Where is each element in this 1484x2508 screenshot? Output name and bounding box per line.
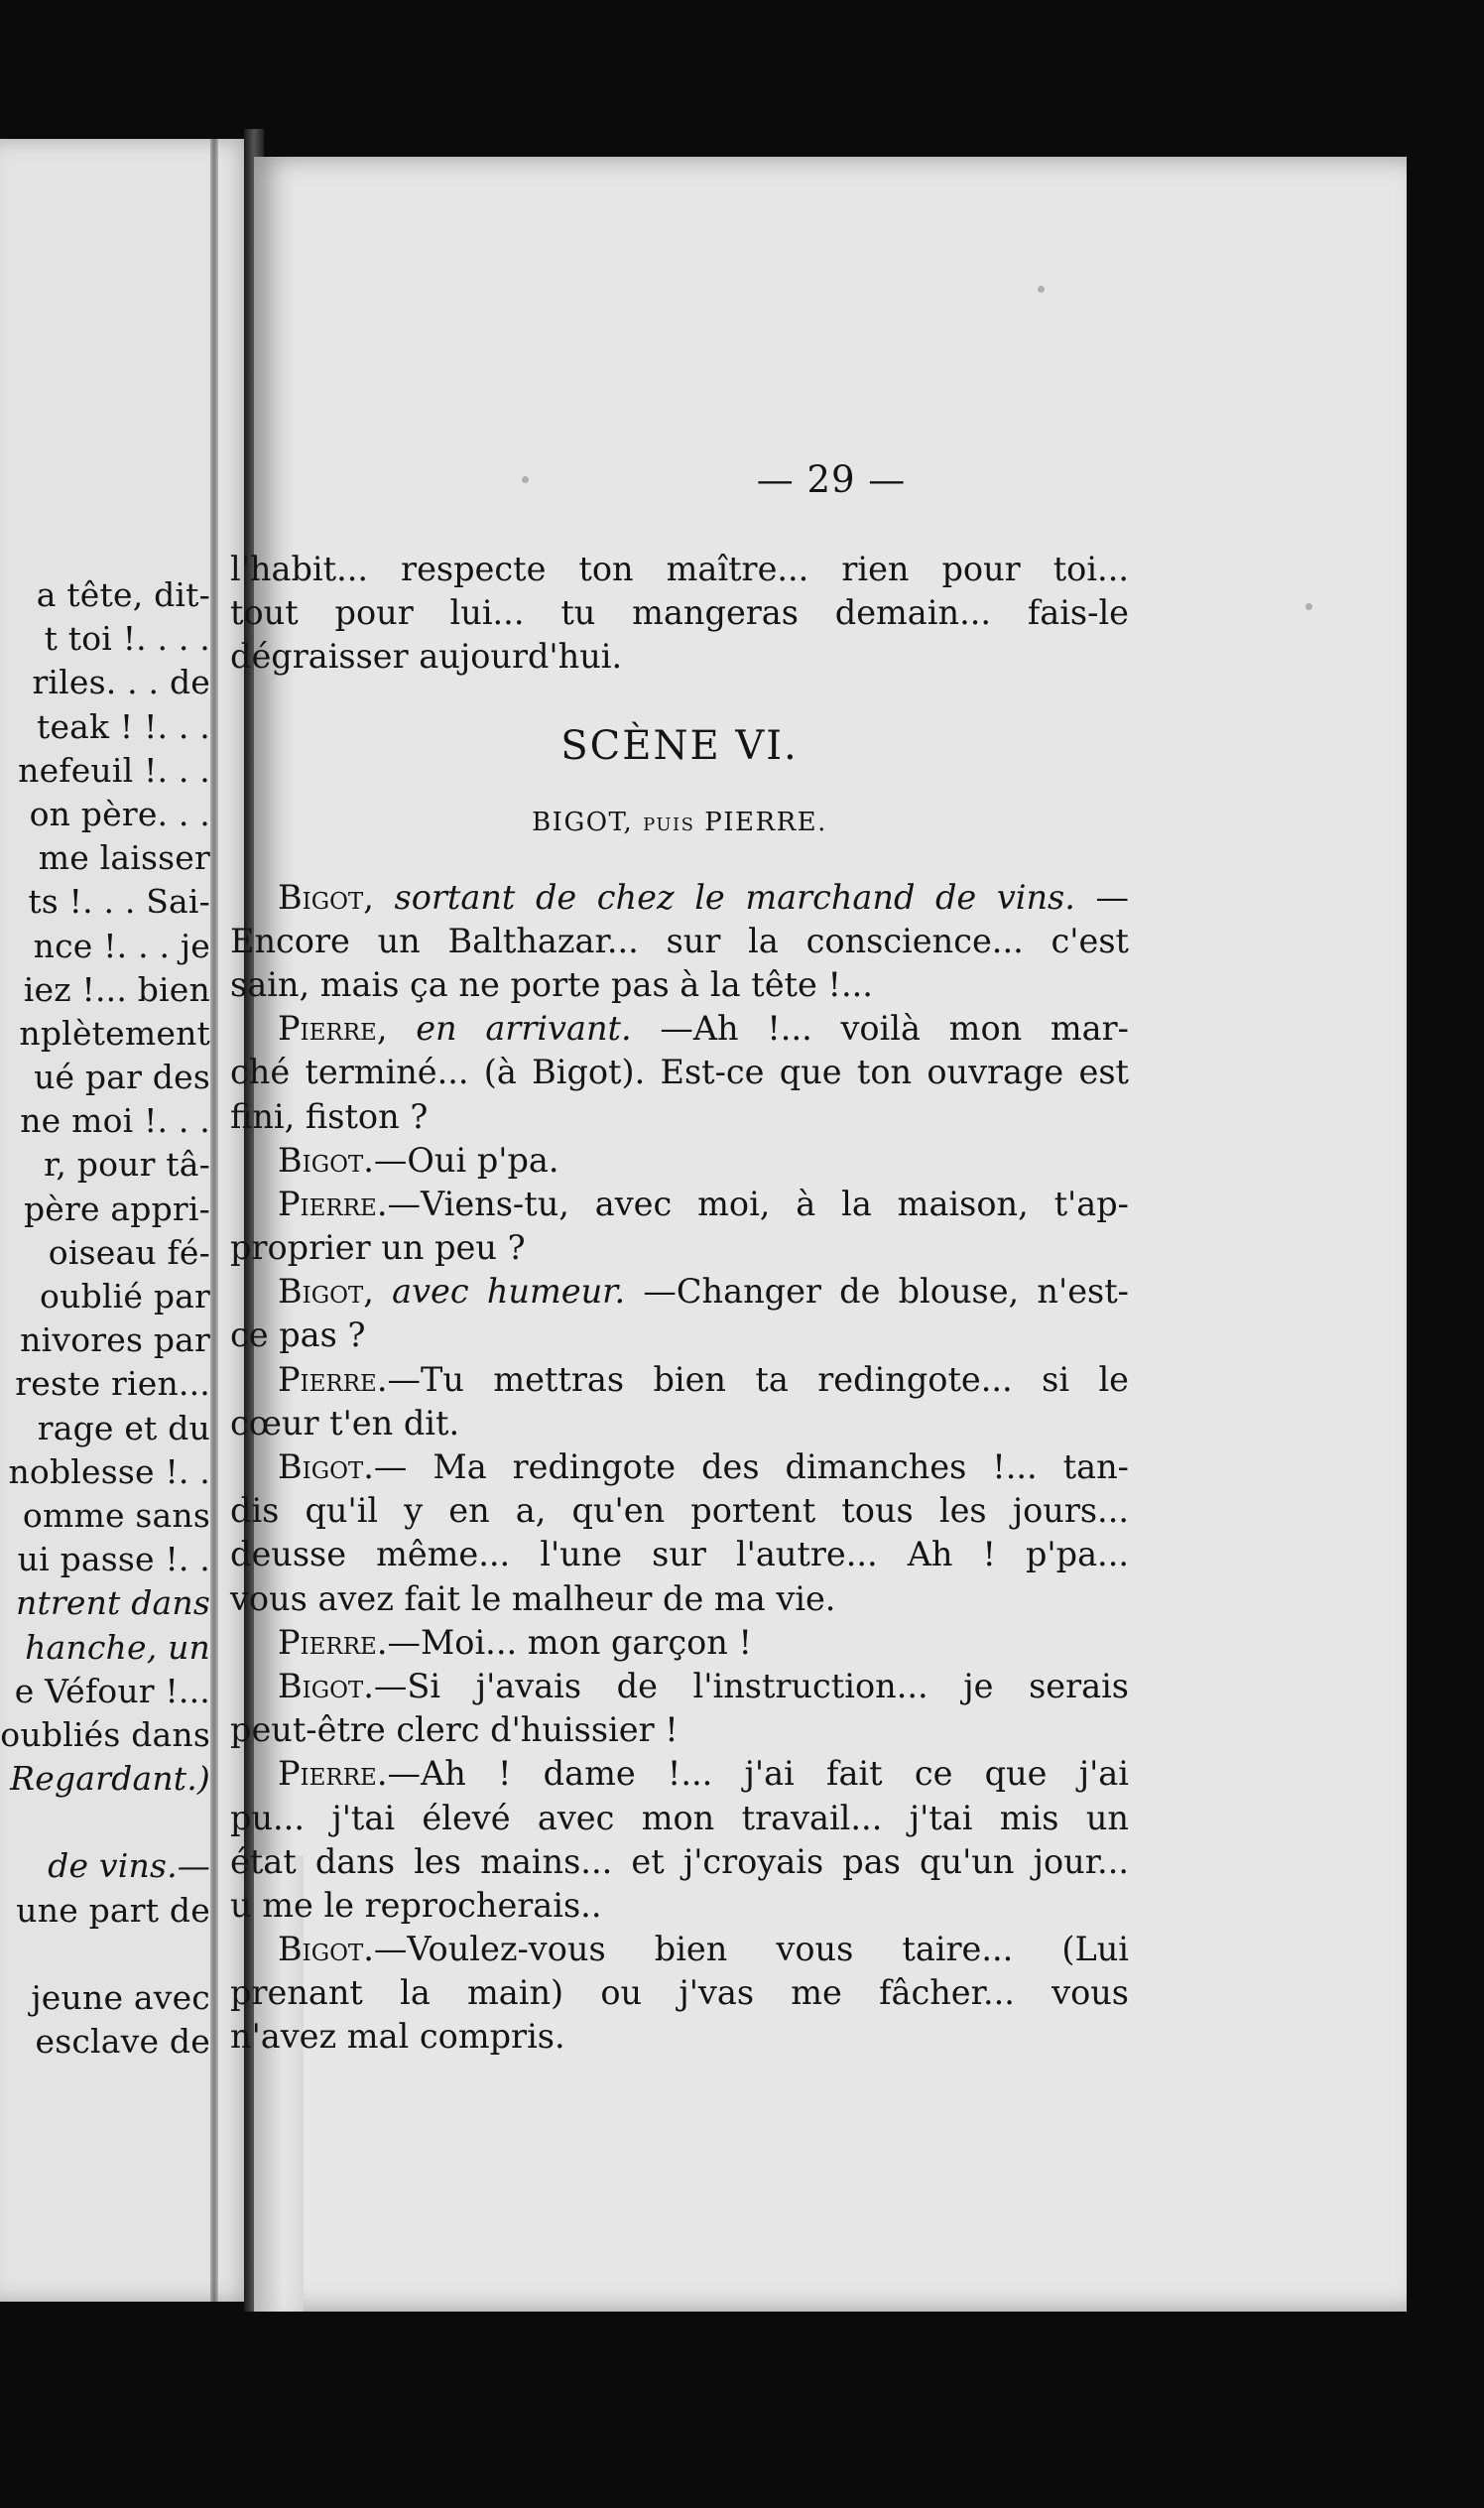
dialogue-text: —Tu mettras bien ta redingote... si le	[387, 1359, 1129, 1399]
dialogue-continuation: pu... j'tai élevé avec mon travail... j'tai mis un	[230, 1798, 1129, 1837]
left-line: noblesse !. .	[8, 1451, 210, 1491]
left-line: esclave de	[35, 2022, 210, 2062]
dialogue-continuation: cœur t'en dit.	[230, 1403, 460, 1442]
dialogue-line	[230, 1928, 1129, 1971]
speaker-name: Pierre.	[278, 1622, 388, 1662]
text-line: l'habit... respecte ton maître... rien pour toi...	[230, 550, 1129, 588]
left-line: ts !. . . Sai-	[28, 882, 210, 922]
dialogue-text: —	[1095, 877, 1129, 917]
dialogue-text: —Ah ! dame !... j'ai fait ce que j'ai	[387, 1754, 1129, 1794]
left-line: riles. . . de	[32, 663, 210, 702]
dialogue-text: —Moi... mon garçon !	[387, 1622, 752, 1662]
stage-direction: en arrivant.	[416, 1009, 632, 1049]
dialogue-continuation: deusse même... l'une sur l'autre... Ah ! p'pa...	[230, 1535, 1129, 1574]
left-line: père appri-	[23, 1189, 210, 1228]
left-line: oublié par	[40, 1277, 210, 1316]
left-line: ntrent dans	[15, 1583, 210, 1623]
speaker-name: Bigot.	[278, 1930, 374, 1969]
left-line: hanche, un	[25, 1627, 210, 1667]
scene-title: SCÈNE VI.	[560, 722, 799, 769]
left-line: omme sans	[22, 1495, 210, 1535]
left-line: reste rien...	[15, 1364, 210, 1404]
speaker-name: Bigot.	[278, 1447, 374, 1486]
left-page-text	[0, 573, 210, 2064]
left-line: nivores par	[20, 1320, 210, 1360]
left-line: Regardant.)	[10, 1759, 210, 1799]
dialogue-continuation: ce pas ?	[230, 1316, 366, 1355]
left-line: nefeuil !. . .	[18, 750, 210, 790]
left-line: iez !... bien	[23, 969, 210, 1009]
text-line: dégraisser aujourd'hui.	[230, 637, 623, 677]
left-line: ué par des	[34, 1058, 210, 1097]
left-line: une part de	[16, 1890, 210, 1930]
dialogue-line	[230, 1358, 1129, 1402]
left-line: ui passe !. .	[17, 1540, 210, 1579]
text-line: tout pour lui... tu mangeras demain... fais-le	[230, 593, 1129, 633]
dialogue-text: —Viens-tu, avec moi, à la maison, t'ap-	[387, 1184, 1129, 1223]
left-line: nce !. . . je	[33, 926, 210, 965]
left-line: oiseau fé-	[48, 1232, 210, 1272]
dialogue-text: —Changer de blouse, n'est-	[643, 1272, 1129, 1312]
speaker-name: Bigot	[278, 1272, 364, 1312]
scene-characters: BIGOT, puis PIERRE.	[532, 807, 827, 837]
left-line: e Véfour !...	[14, 1671, 210, 1710]
dialogue-continuation: prenant la main) ou j'vas me fâcher... vous	[230, 1973, 1129, 2013]
left-line: oubliés dans	[0, 1714, 210, 1754]
paper-speck	[1038, 286, 1045, 293]
speaker-name: Pierre	[278, 1009, 377, 1049]
dialogue-continuation: dis qu'il y en a, qu'en portent tous les jours...	[230, 1491, 1129, 1531]
left-line	[0, 1801, 210, 1844]
dialogue-continuation: fini, fiston ?	[230, 1096, 429, 1136]
dialogue-line	[230, 1139, 1129, 1183]
left-line: t toi !. . . .	[44, 619, 210, 659]
dialogue-continuation: n'avez mal compris.	[230, 2017, 565, 2057]
dialogue-line	[230, 1752, 1129, 1796]
dialogue-continuation: Encore un Balthazar... sur la conscience... c'est	[230, 921, 1129, 960]
dialogue-text: —Oui p'pa.	[373, 1140, 559, 1180]
dialogue-line: Pierre, en arrivant. —Ah !... voilà mon mar-	[278, 1009, 1129, 1049]
left-line	[0, 1933, 210, 1976]
speaker-name: Pierre.	[278, 1359, 388, 1399]
page-number: — 29 —	[756, 458, 907, 501]
speaker-name: Bigot	[278, 877, 364, 917]
stage-direction: sortant de chez le marchand de vins.	[394, 877, 1075, 917]
dialogue-continuation: u me le reprocherais..	[230, 1885, 602, 1925]
left-line: ne moi !. . .	[20, 1101, 210, 1141]
dialogue-text: —Ah !... voilà mon mar-	[660, 1009, 1129, 1049]
paper-speck	[1305, 603, 1312, 610]
dialogue-line	[230, 1621, 1129, 1665]
left-line: r, pour tâ-	[44, 1145, 210, 1185]
speaker-name: Bigot.	[278, 1140, 374, 1180]
left-line: teak ! !. . .	[36, 706, 210, 746]
stage-direction: avec humeur.	[392, 1272, 626, 1312]
dialogue-line: Bigot, sortant de chez le marchand de vins. —	[278, 877, 1129, 917]
left-line: jeune avec	[31, 1978, 210, 2017]
page-body	[230, 548, 1129, 2060]
dialogue-line	[230, 1665, 1129, 1708]
dialogue-continuation: vous avez fait le malheur de ma vie.	[230, 1578, 836, 1618]
dialogue-continuation: état dans les mains... et j'croyais pas qu'un jour...	[230, 1841, 1129, 1881]
left-line: on père. . .	[29, 794, 210, 833]
dialogue-line	[230, 1445, 1129, 1489]
left-line: de vins.—	[48, 1846, 210, 1886]
dialogue-text: —Si j'avais de l'instruction... je serais	[373, 1666, 1129, 1705]
left-line: nplètement	[19, 1013, 210, 1053]
dialogue	[230, 876, 1129, 2060]
left-line: me laisser	[38, 838, 210, 878]
dialogue-text: —Voulez-vous bien vous taire... (Lui	[373, 1930, 1129, 1969]
dialogue-continuation: proprier un peu ?	[230, 1228, 526, 1268]
speaker-name: Pierre.	[278, 1184, 388, 1223]
dialogue-continuation: peut-être clerc d'huissier !	[230, 1710, 679, 1750]
left-line: a tête, dit-	[36, 575, 210, 614]
dialogue-text: — Ma redingote des dimanches !... tan-	[373, 1447, 1129, 1486]
dialogue-line	[230, 1183, 1129, 1226]
left-line: rage et du	[37, 1408, 210, 1447]
dialogue-continuation: sain, mais ça ne porte pas à la tête !...	[230, 964, 873, 1004]
speaker-name: Bigot.	[278, 1666, 374, 1705]
dialogue-continuation: ché terminé... (à Bigot). Est-ce que ton ouvrage est	[230, 1053, 1129, 1092]
dialogue-line: Bigot, avec humeur. —Changer de blouse, n'est-	[278, 1272, 1129, 1312]
speaker-name: Pierre.	[278, 1754, 388, 1794]
